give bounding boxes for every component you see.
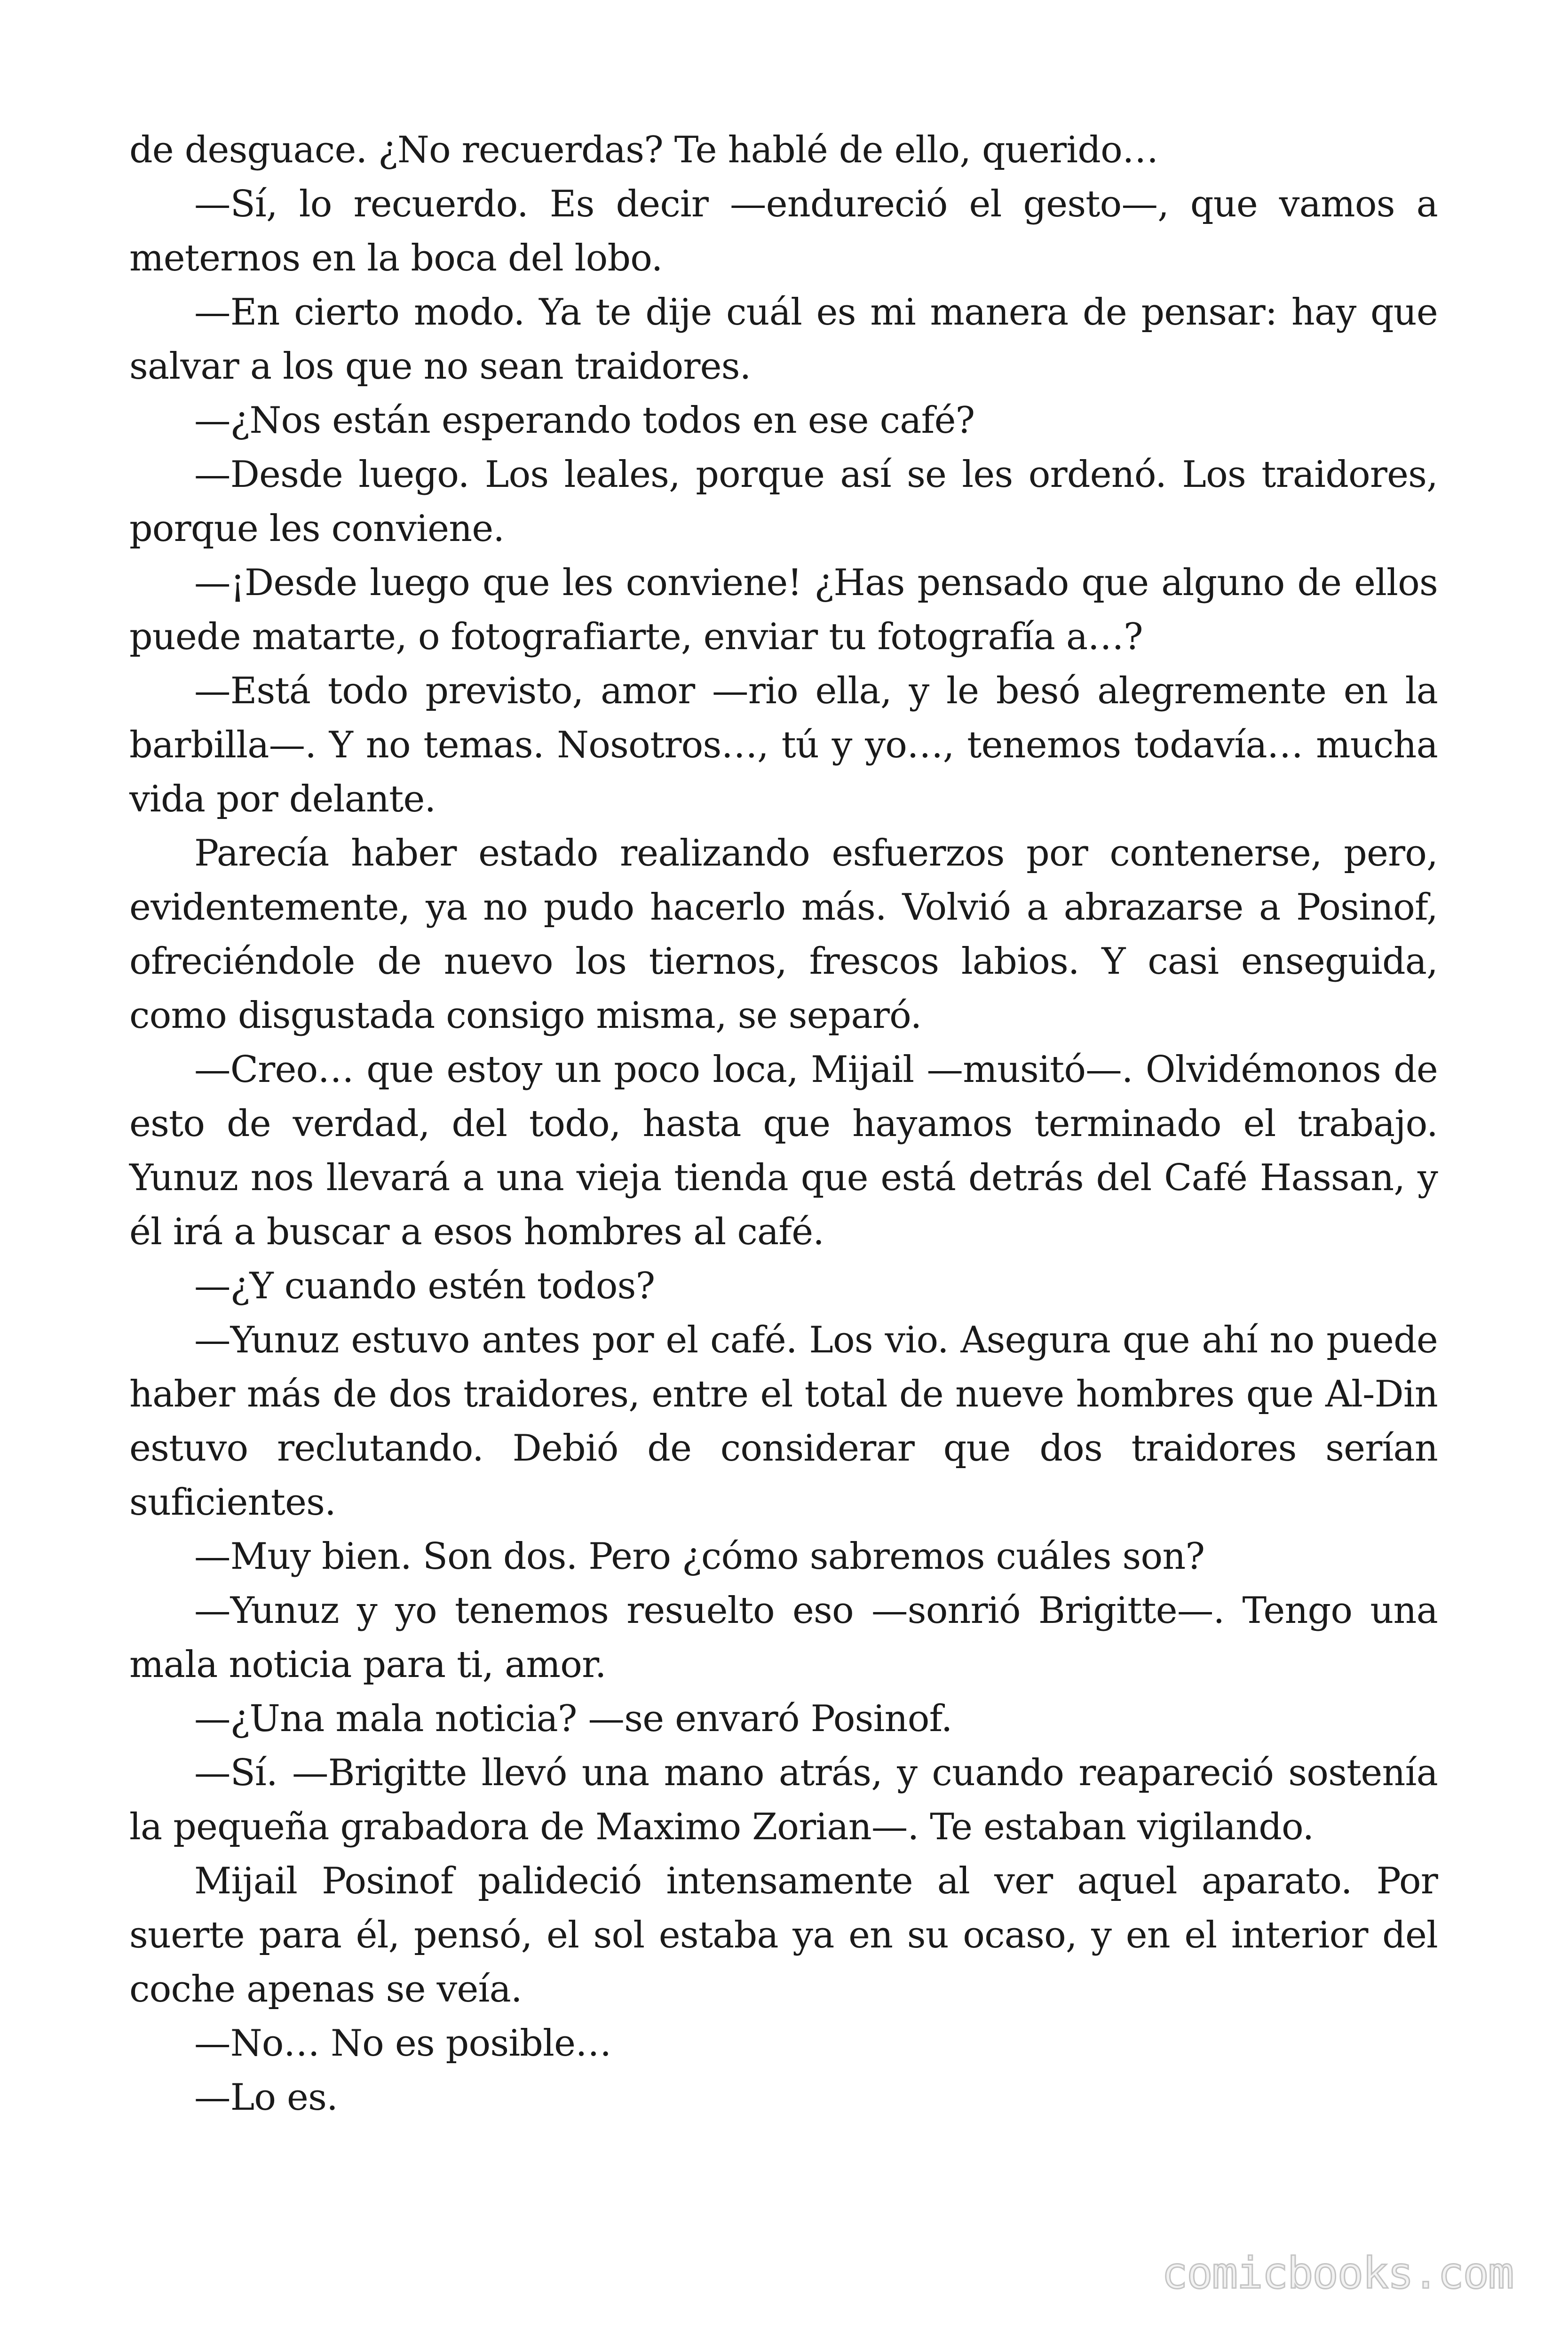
paragraph-2: —Sí, lo recuerdo. Es decir —endureció el gesto—, que vamos a meternos en la boca del lobo. [129, 183, 1438, 279]
paragraph-11: —Yunuz estuvo antes por el café. Los vio. Asegura que ahí no puede haber más de dos traidores, entre el total de nueve hombres que Al-Din estuvo reclutando. Debió de considerar que dos traidores serían suficientes. [129, 1319, 1438, 1524]
paragraph-14: —¿Una mala noticia? —se envaró Posinof. [194, 1698, 952, 1740]
paragraph-9: —Creo… que estoy un poco loca, Mijail —musitó—. Olvidémonos de esto de verdad, del todo, hasta que hayamos terminado el trabajo. Yunuz nos llevará a una vieja tienda que está detrás del Café Hassan, y él irá a buscar a esos hombres al café. [129, 1049, 1438, 1253]
paragraph-18: —Lo es. [194, 2076, 338, 2119]
paragraph-10: —¿Y cuando estén todos? [194, 1265, 655, 1307]
paragraph-17: —No… No es posible… [194, 2022, 611, 2065]
page-body-text [129, 123, 1438, 2125]
paragraph-8: Parecía haber estado realizando esfuerzos por contenerse, pero, evidentemente, ya no pudo hacerlo más. Volvió a abrazarse a Posinof, ofreciéndole de nuevo los tiernos, frescos labios. Y casi enseguida, como disgustada consigo misma, se separó. [129, 832, 1438, 1037]
paragraph-7: —Está todo previsto, amor —rio ella, y le besó alegremente en la barbilla—. Y no temas. Nosotros…, tú y yo…, tenemos todavía… mucha vida por delante. [129, 670, 1438, 820]
paragraph-12: —Muy bien. Son dos. Pero ¿cómo sabremos cuáles son? [194, 1535, 1205, 1578]
paragraph-3: —En cierto modo. Ya te dije cuál es mi manera de pensar: hay que salvar a los que no sean traidores. [129, 291, 1438, 388]
paragraph-5: —Desde luego. Los leales, porque así se les ordenó. Los traidores, porque les conviene. [129, 453, 1438, 550]
paragraph-6: —¡Desde luego que les conviene! ¿Has pensado que alguno de ellos puede matarte, o fotografiarte, enviar tu fotografía a…? [129, 562, 1438, 658]
watermark-logo [1162, 2248, 1519, 2299]
paragraph-15: —Sí. —Brigitte llevó una mano atrás, y cuando reapareció sostenía la pequeña grabadora de Maximo Zorian—. Te estaban vigilando. [129, 1752, 1438, 1848]
paragraph-16: Mijail Posinof palideció intensamente al ver aquel aparato. Por suerte para él, pensó, el sol estaba ya en su ocaso, y en el interior del coche apenas se veía. [129, 1860, 1438, 2010]
watermark-text: comicbooks.com [1162, 2248, 1513, 2298]
paragraph-1: de desguace. ¿No recuerdas? Te hablé de ello, querido… [129, 129, 1158, 171]
paragraph-13: —Yunuz y yo tenemos resuelto eso —sonrió Brigitte—. Tengo una mala noticia para ti, amor. [129, 1589, 1438, 1686]
paragraph-4: —¿Nos están esperando todos en ese café? [194, 399, 975, 442]
